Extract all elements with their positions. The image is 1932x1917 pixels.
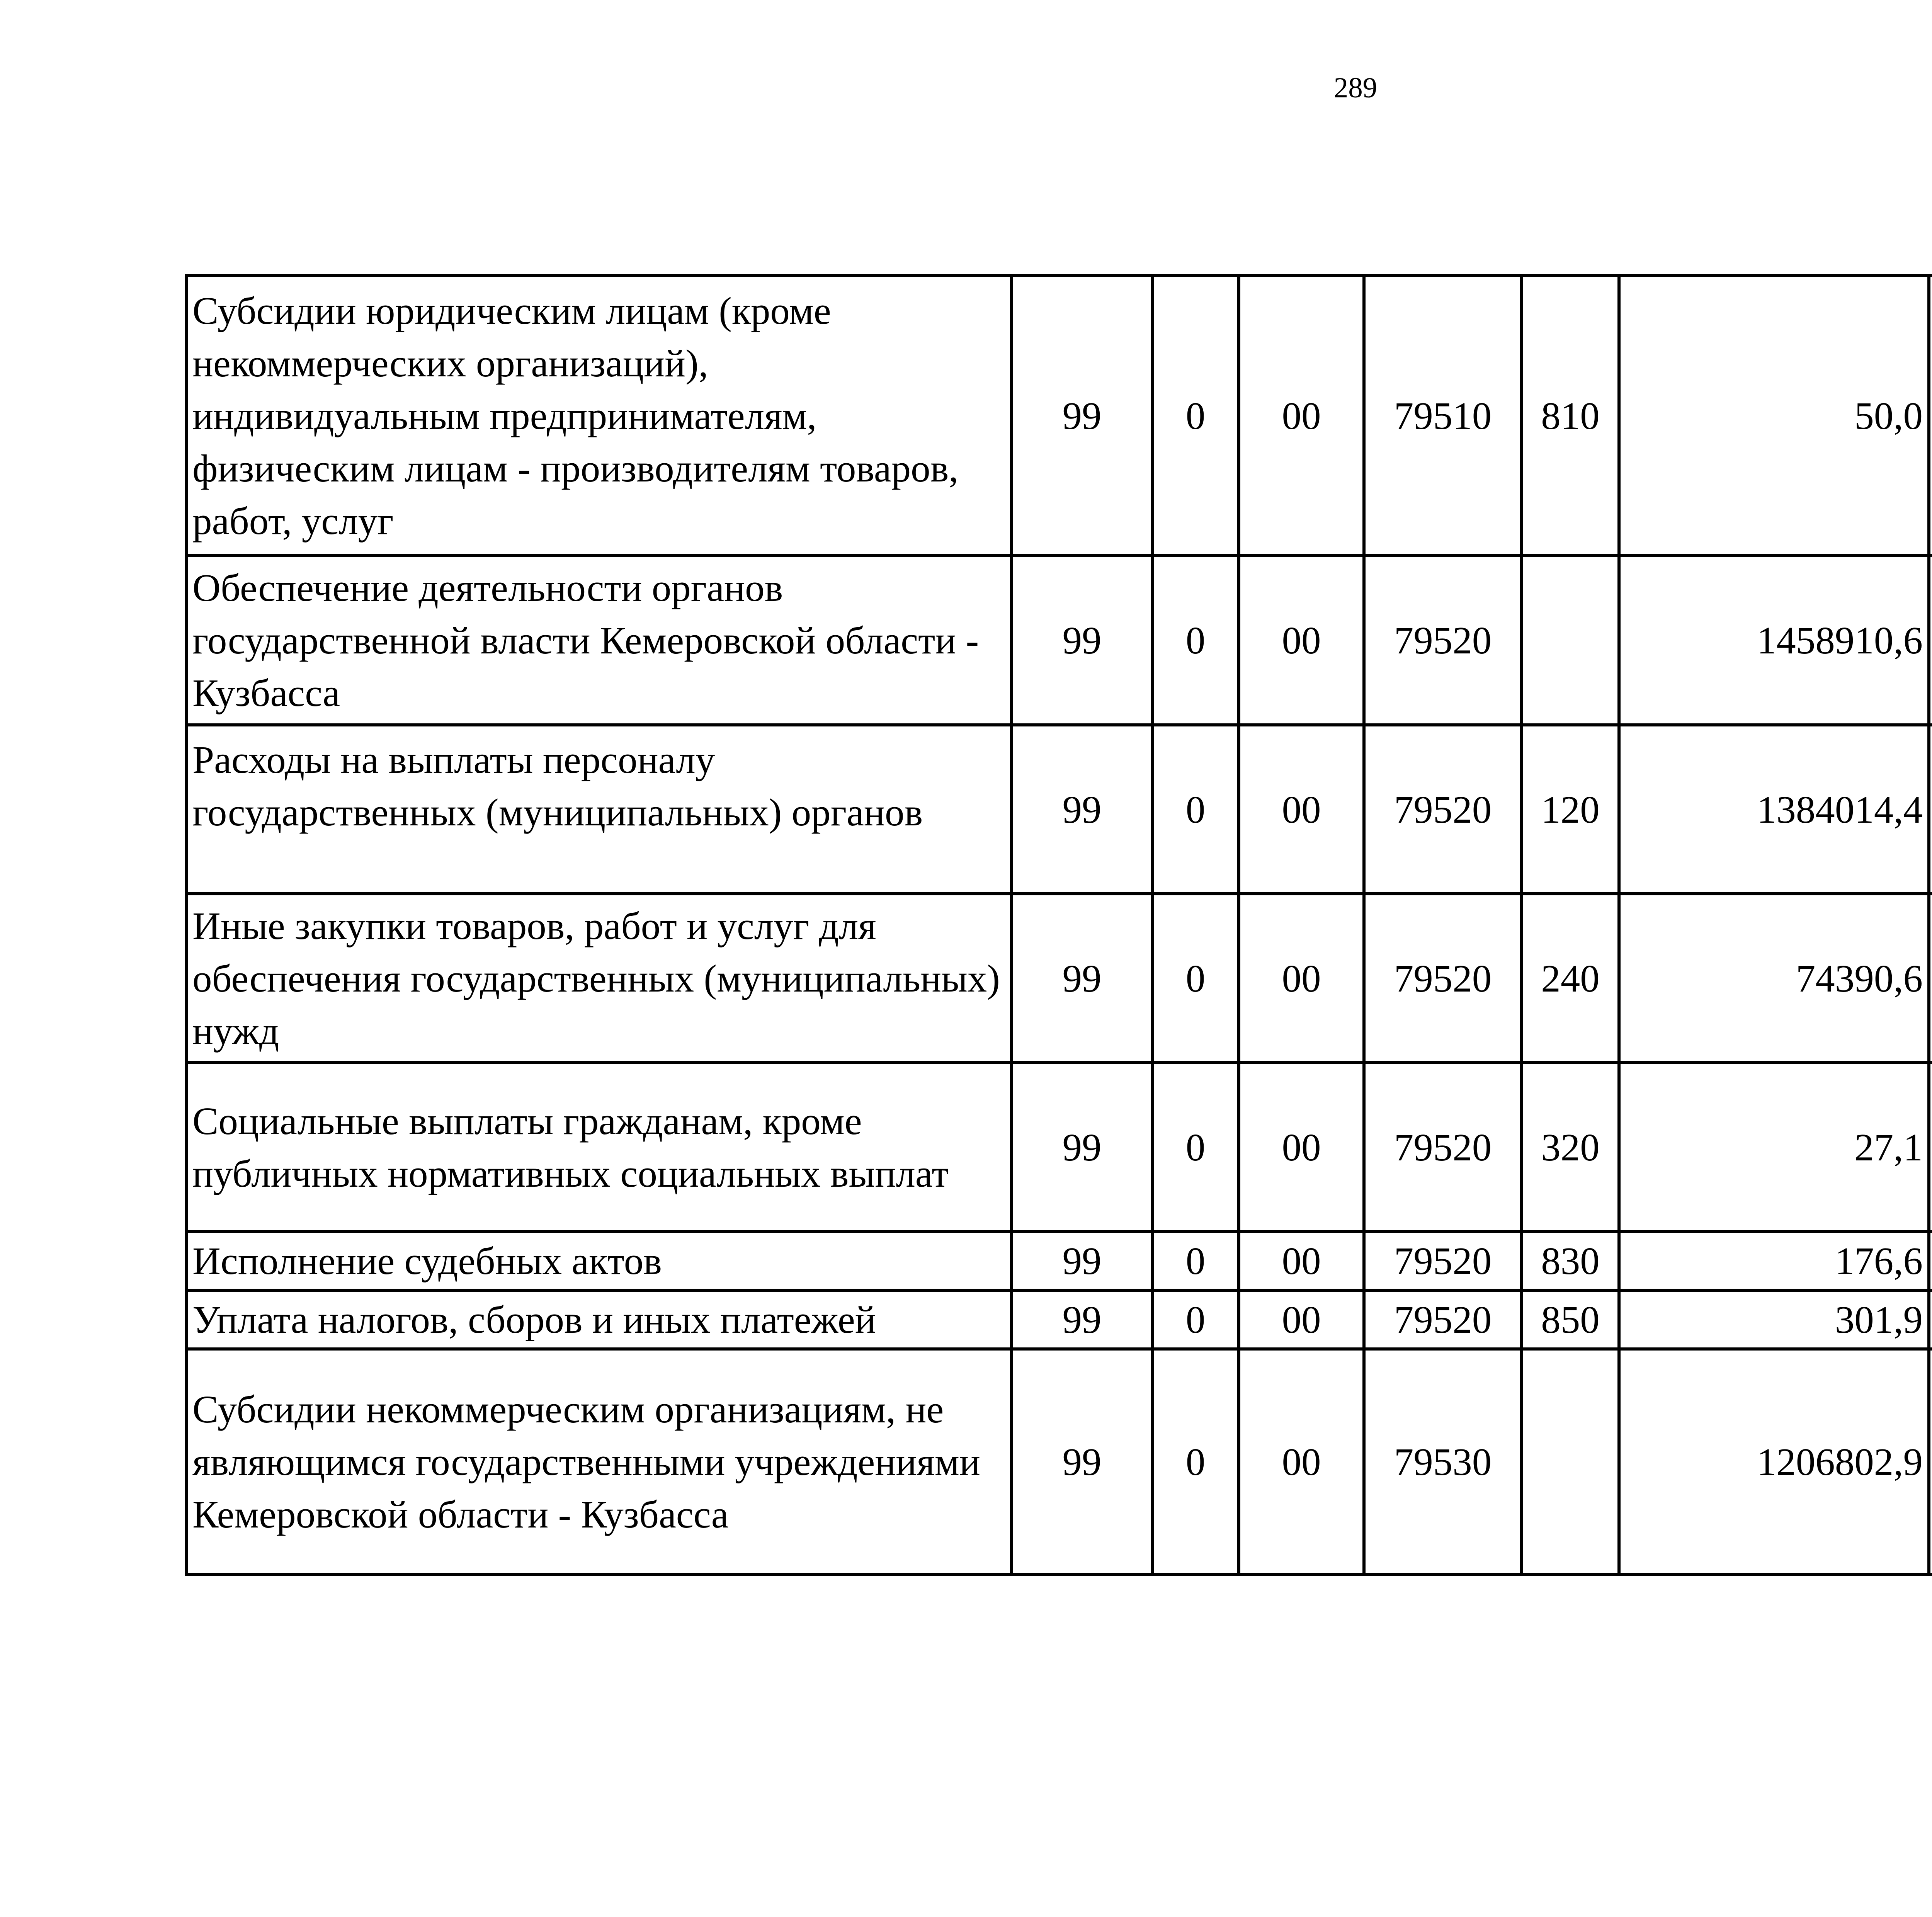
- table-row: [186, 1063, 1932, 1232]
- expense-name: Социальные выплаты гражданам, кроме публичных нормативных социальных выплат: [186, 1063, 1012, 1232]
- code-program: 00: [1239, 1063, 1364, 1232]
- code-direction: 79520: [1364, 725, 1522, 894]
- table-row: [186, 725, 1932, 894]
- table-row: [186, 1232, 1932, 1290]
- table-row: [186, 276, 1932, 556]
- code-program: 00: [1239, 276, 1364, 556]
- code-subsection: 0: [1152, 1290, 1239, 1349]
- expense-name: Субсидии некоммерческим организациям, не являющимся государственными учреждениями Кемеровской области - Кузбасса: [186, 1349, 1012, 1575]
- code-section: 99: [1012, 276, 1152, 556]
- code-type: 120: [1522, 725, 1619, 894]
- amount-year-1: 50,0: [1619, 276, 1929, 556]
- amount-year-1: 27,1: [1619, 1063, 1929, 1232]
- amount-year-1: 301,9: [1619, 1290, 1929, 1349]
- expense-name: Иные закупки товаров, работ и услуг для обеспечения государственных (муниципальных) нужд: [186, 894, 1012, 1063]
- code-direction: 79520: [1364, 1232, 1522, 1290]
- code-direction: 79510: [1364, 276, 1522, 556]
- amount-year-2: [1929, 1290, 1932, 1349]
- table-row: [186, 1349, 1932, 1575]
- code-section: 99: [1012, 894, 1152, 1063]
- code-type: [1522, 556, 1619, 725]
- code-section: 99: [1012, 725, 1152, 894]
- amount-year-2: [1929, 1349, 1932, 1575]
- code-type: 830: [1522, 1232, 1619, 1290]
- code-program: 00: [1239, 556, 1364, 725]
- code-section: 99: [1012, 556, 1152, 725]
- code-direction: 79520: [1364, 556, 1522, 725]
- code-section: 99: [1012, 1290, 1152, 1349]
- expense-name: Расходы на выплаты персоналу государственных (муниципальных) органов: [186, 725, 1012, 894]
- code-program: 00: [1239, 1290, 1364, 1349]
- amount-year-1: 74390,6: [1619, 894, 1929, 1063]
- table-row: [186, 556, 1932, 725]
- code-program: 00: [1239, 725, 1364, 894]
- code-subsection: 0: [1152, 276, 1239, 556]
- code-section: 99: [1012, 1232, 1152, 1290]
- amount-year-1: 1458910,6: [1619, 556, 1929, 725]
- code-type: 810: [1522, 276, 1619, 556]
- amount-year-2: [1929, 1063, 1932, 1232]
- code-type: 240: [1522, 894, 1619, 1063]
- expense-name: Обеспечение деятельности органов государственной власти Кемеровской области - Кузбасса: [186, 556, 1012, 725]
- expense-name: Исполнение судебных актов: [186, 1232, 1012, 1290]
- code-subsection: 0: [1152, 1349, 1239, 1575]
- amount-year-1: 176,6: [1619, 1232, 1929, 1290]
- code-subsection: 0: [1152, 556, 1239, 725]
- amount-year-2: [1929, 725, 1932, 894]
- code-section: 99: [1012, 1349, 1152, 1575]
- code-direction: 79530: [1364, 1349, 1522, 1575]
- page-number: 289: [1333, 72, 1378, 104]
- code-type: 320: [1522, 1063, 1619, 1232]
- amount-year-2: [1929, 276, 1932, 556]
- code-direction: 79520: [1364, 1290, 1522, 1349]
- code-section: 99: [1012, 1063, 1152, 1232]
- code-program: 00: [1239, 1232, 1364, 1290]
- amount-year-2: [1929, 894, 1932, 1063]
- code-subsection: 0: [1152, 894, 1239, 1063]
- amount-year-2: [1929, 556, 1932, 725]
- code-type: 850: [1522, 1290, 1619, 1349]
- amount-year-1: 1206802,9: [1619, 1349, 1929, 1575]
- code-subsection: 0: [1152, 1063, 1239, 1232]
- table-row: [186, 1290, 1932, 1349]
- expense-name: Субсидии юридическим лицам (кроме некоммерческих организаций), индивидуальным предпринимателям, физическим лицам - производителям товаров, работ, услуг: [186, 276, 1012, 556]
- table-row: [186, 894, 1932, 1063]
- budget-table: [185, 274, 1932, 1576]
- code-subsection: 0: [1152, 1232, 1239, 1290]
- code-direction: 79520: [1364, 894, 1522, 1063]
- code-subsection: 0: [1152, 725, 1239, 894]
- code-program: 00: [1239, 894, 1364, 1063]
- amount-year-2: [1929, 1232, 1932, 1290]
- amount-year-1: 1384014,4: [1619, 725, 1929, 894]
- code-direction: 79520: [1364, 1063, 1522, 1232]
- code-program: 00: [1239, 1349, 1364, 1575]
- expense-name: Уплата налогов, сборов и иных платежей: [186, 1290, 1012, 1349]
- code-type: [1522, 1349, 1619, 1575]
